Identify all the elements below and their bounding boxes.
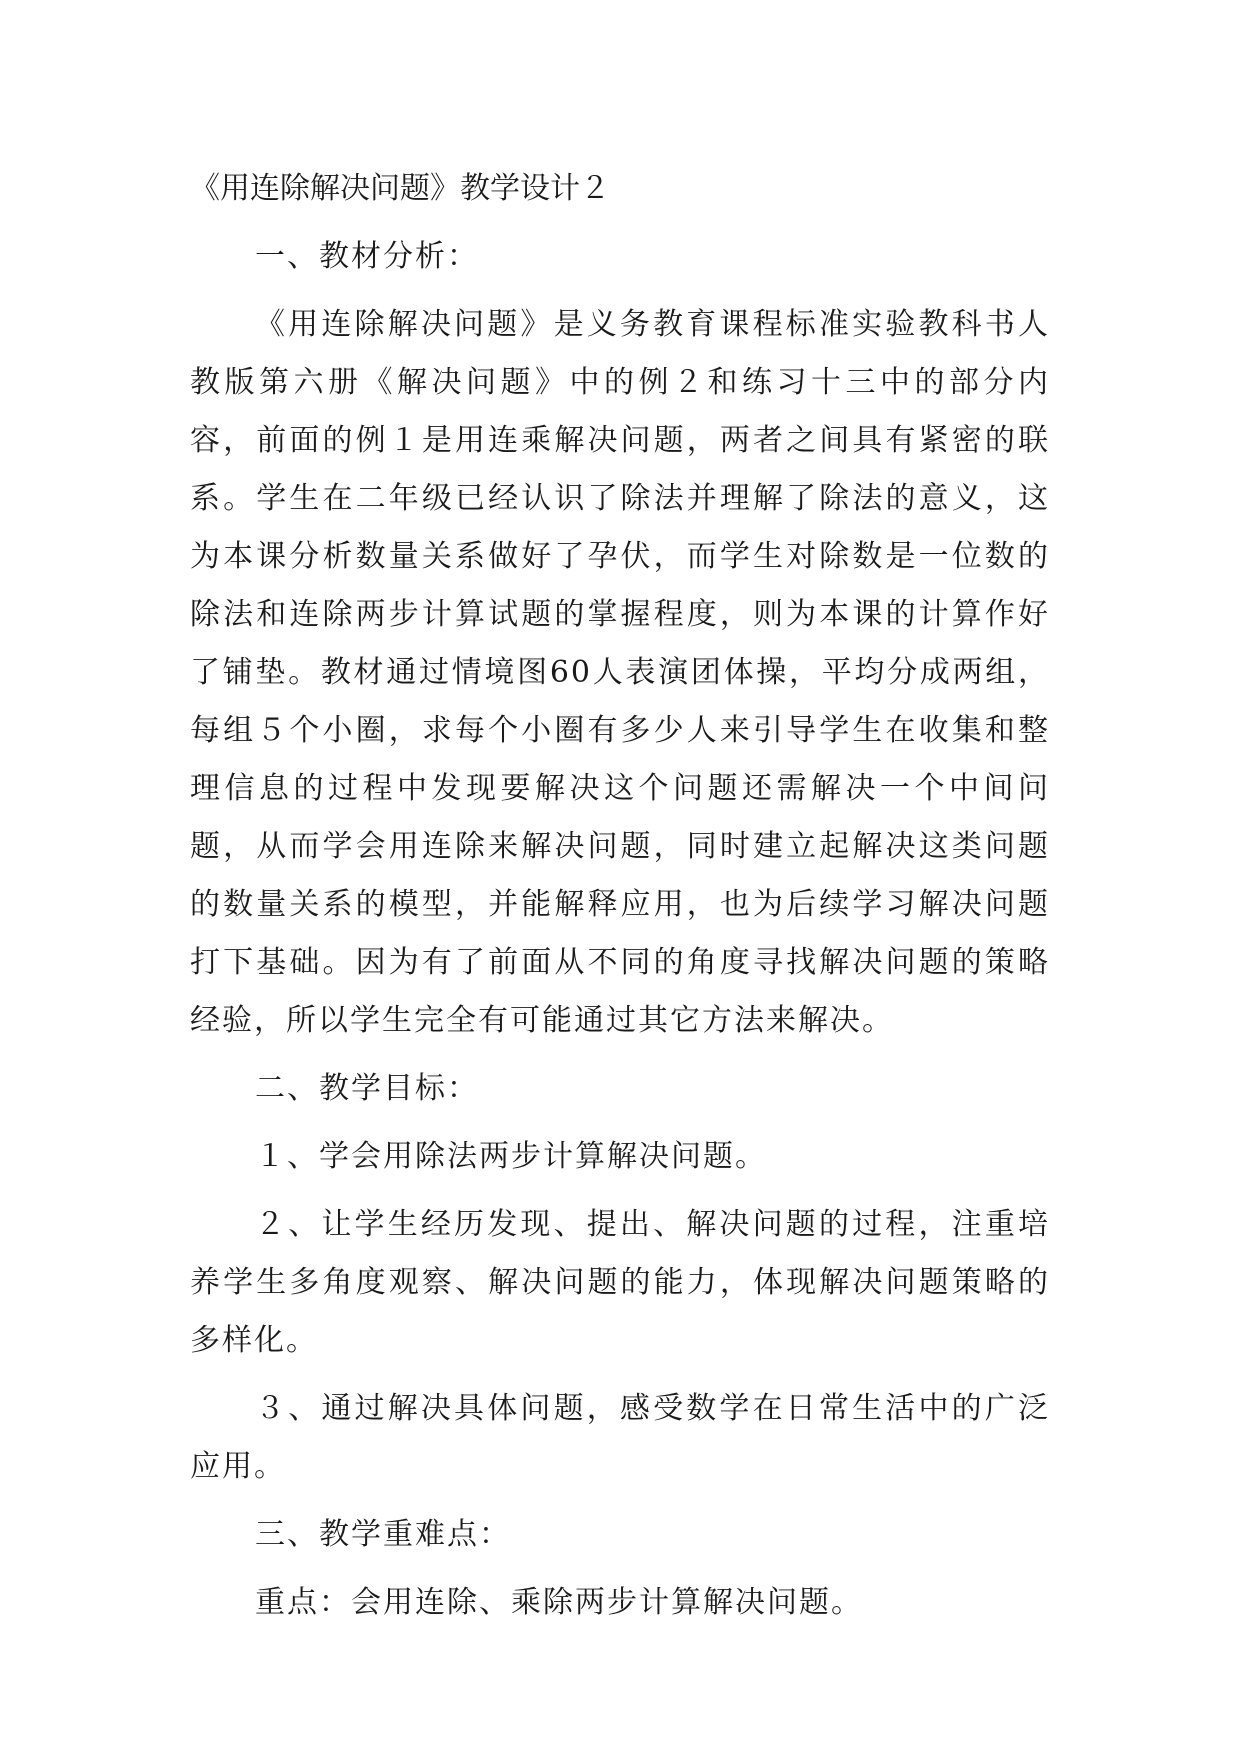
paragraph-textbook-analysis: 《用连除解决问题》是义务教育课程标准实验教科书人教版第六册《解决问题》中的例２和练习十三中的部分内容，前面的例１是用连乘解决问题，两者之间具有紧密的联系。学生在二年级已经认识了除法并理解了除法的意义，这为本课分析数量关系做好了孕伏，而学生对除数是一位数的除法和连除两步计算试题的掌握程度，则为本课的计算作好了铺垫。教材通过情境图60人表演团体操，平均分成两组，每组５个小圈，求每个小圈有多少人来引导学生在收集和整理信息的过程中发现要解决这个问题还需解决一个中间问题，从而学会用连除来解决问题，同时建立起解决这类问题的数量关系的模型，并能解释应用，也为后续学习解决问题打下基础。因为有了前面从不同的角度寻找解决问题的策略经验，所以学生完全有可能通过其它方法来解决。 bbox=[190, 307, 1050, 1038]
document-page bbox=[190, 160, 1050, 1632]
section-heading-key-points: 三、教学重难点： bbox=[255, 1517, 511, 1552]
goal-item-3: ３、通过解决具体问题，感受数学在日常生活中的广泛应用。 bbox=[190, 1391, 1050, 1484]
section-heading-teaching-goals: 二、教学目标： bbox=[255, 1071, 479, 1106]
document-title: 《用连除解决问题》教学设计２ bbox=[190, 171, 610, 206]
goal-item-1: １、学会用除法两步计算解决问题。 bbox=[255, 1139, 767, 1174]
goal-item-2: ２、让学生经历发现、提出、解决问题的过程，注重培养学生多角度观察、解决问题的能力，体现解决问题策略的多样化。 bbox=[190, 1207, 1050, 1358]
key-point-text: 重点：会用连除、乘除两步计算解决问题。 bbox=[255, 1585, 863, 1620]
section-heading-textbook-analysis: 一、教材分析： bbox=[255, 239, 479, 274]
